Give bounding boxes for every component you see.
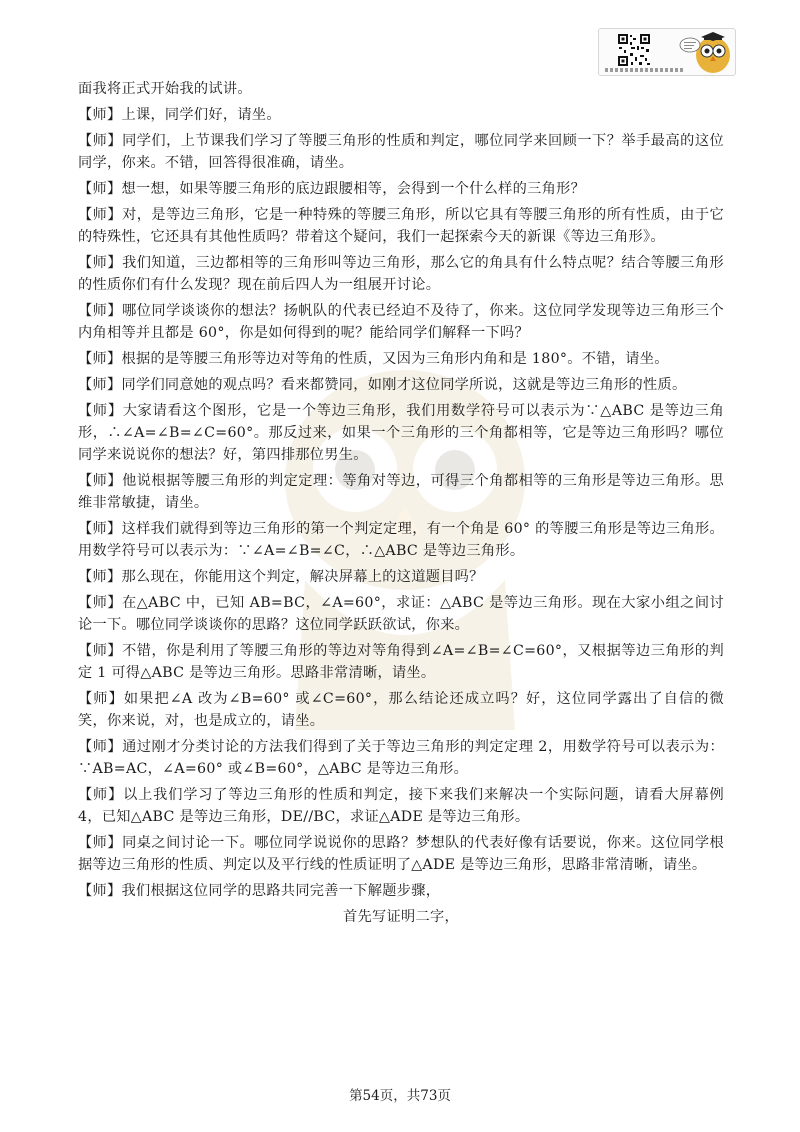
- speaker-tag: 【师】: [78, 351, 122, 367]
- dialogue-paragraph: [78, 880, 724, 902]
- paragraph-text: 通过刚才分类讨论的方法我们得到了关于等边三角形的判定定理 2，用数学符号可以表示为：∵AB=AC，∠A=60° 或∠B=60°，△ABC 是等边三角形。: [78, 739, 725, 777]
- speaker-tag: 【师】: [78, 883, 122, 899]
- dialogue-paragraph: [78, 252, 724, 296]
- dialogue-paragraph: [78, 518, 724, 562]
- speaker-tag: 【师】: [78, 521, 122, 537]
- header-logo-box: [598, 28, 736, 76]
- paragraph-text: 大家请看这个图形，它是一个等边三角形，我们用数学符号可以表示为∵△ABC 是等边三角形，∴∠A=∠B=∠C=60°。那反过来，如果一个三角形的三个角都相等，它是等边三角形吗？哪位同学来说说你的想法？好，第四排那位男生。: [78, 403, 724, 463]
- paragraph-text: 在△ABC 中，已知 AB=BC，∠A=60°，求证：△ABC 是等边三角形。现在大家小组之间讨论一下。哪位同学谈谈你的思路？这位同学跃跃欲试，你来。: [78, 595, 725, 633]
- dialogue-paragraph: [78, 130, 724, 174]
- dialogue-paragraph: [78, 204, 724, 248]
- owl-mascot-icon: [679, 31, 731, 75]
- paragraph-text: 哪位同学谈谈你的想法？扬帆队的代表已经迫不及待了，你来。这位同学发现等边三角形三个内角相等并且都是 60°，你是如何得到的呢？能给同学们解释一下吗？: [78, 303, 724, 341]
- dialogue-paragraph: [78, 400, 724, 466]
- speaker-tag: 【师】: [78, 107, 122, 123]
- paragraph-text: 以上我们学习了等边三角形的性质和判定，接下来我们来解决一个实际问题，请看大屏幕例 4，已知△ABC 是等边三角形，DE//BC，求证△ADE 是等边三角形。: [78, 787, 724, 825]
- speaker-tag: 【师】: [78, 569, 122, 585]
- speaker-tag: 【师】: [78, 643, 123, 659]
- speaker-tag: 【师】: [78, 181, 122, 197]
- speaker-tag: 【师】: [78, 303, 123, 319]
- paragraph-text: 上课，同学们好，请坐。: [121, 107, 281, 123]
- dialogue-paragraph: [78, 592, 724, 636]
- page-number-footer: 第54页，共73页: [349, 1088, 451, 1104]
- logo-caption-line: [605, 68, 685, 72]
- closing-line: 首先写证明二字，: [343, 909, 459, 925]
- paragraph-text: 同学们同意她的观点吗？看来都赞同，如刚才这位同学所说，这就是等边三角形的性质。: [121, 377, 687, 393]
- paragraph-text: 他说根据等腰三角形的判定定理：等角对等边，可得三个角都相等的三角形是等边三角形。思维非常敏捷，请坐。: [78, 473, 724, 511]
- speaker-tag: 【师】: [78, 739, 123, 755]
- speaker-tag: 【师】: [78, 255, 123, 271]
- qr-code-icon: [617, 33, 651, 67]
- lecture-script: [78, 78, 724, 932]
- dialogue-paragraph: [78, 470, 724, 514]
- paragraph-text: 如果把∠A 改为∠B=60° 或∠C=60°，那么结论还成立吗？好，这位同学露出了自信的微笑，你来说，对，也是成立的，请坐。: [78, 691, 724, 729]
- paragraph-text: 想一想，如果等腰三角形的底边跟腰相等，会得到一个什么样的三角形？: [121, 181, 586, 197]
- paragraph-text: 那么现在，你能用这个判定，解决屏幕上的这道题目吗？: [121, 569, 484, 585]
- speaker-tag: 【师】: [78, 691, 124, 707]
- dialogue-paragraph: [78, 566, 724, 588]
- dialogue-paragraph: [78, 374, 724, 396]
- dialogue-paragraph: [78, 736, 724, 780]
- paragraph-text: 不错，你是利用了等腰三角形的等边对等角得到∠A=∠B=∠C=60°，又根据等边三角形的判定 1 可得△ABC 是等边三角形。思路非常清晰，请坐。: [78, 643, 724, 681]
- dialogue-paragraph: [78, 104, 724, 126]
- dialogue-paragraph: [78, 832, 724, 876]
- speaker-tag: 【师】: [78, 835, 123, 851]
- paragraph-text: 同桌之间讨论一下。哪位同学说说你的思路？梦想队的代表好像有话要说，你来。这位同学根据等边三角形的性质、判定以及平行线的性质证明了△ADE 是等边三角形，思路非常清晰，请坐。: [78, 835, 724, 873]
- dialogue-paragraph: [78, 300, 724, 344]
- intro-line: 面我将正式开始我的试讲。: [78, 81, 252, 97]
- paragraph-text: 这样我们就得到等边三角形的第一个判定定理，有一个角是 60° 的等腰三角形是等边三角形。用数学符号可以表示为：∵∠A=∠B=∠C，∴△ABC 是等边三角形。: [78, 521, 724, 559]
- dialogue-paragraph: [78, 784, 724, 828]
- speaker-tag: 【师】: [78, 377, 122, 393]
- paragraph-text: 同学们，上节课我们学习了等腰三角形的性质和判定，哪位同学来回顾一下？举手最高的这位同学，你来。不错，回答得很准确，请坐。: [78, 133, 724, 171]
- paragraph-text: 我们知道，三边都相等的三角形叫等边三角形，那么它的角具有什么特点呢？结合等腰三角形的性质你们有什么发现？现在前后四人为一组展开讨论。: [78, 255, 724, 293]
- dialogue-paragraph: [78, 688, 724, 732]
- speaker-tag: 【师】: [78, 473, 123, 489]
- dialogue-paragraph: [78, 348, 724, 370]
- paragraph-text: 根据的是等腰三角形等边对等角的性质，又因为三角形内角和是 180°。不错，请坐。: [121, 351, 669, 367]
- speaker-tag: 【师】: [78, 595, 123, 611]
- dialogue-paragraphs: [78, 104, 724, 902]
- dialogue-paragraph: [78, 640, 724, 684]
- paragraph-text: 我们根据这位同学的思路共同完善一下解题步骤，: [121, 883, 441, 899]
- speaker-tag: 【师】: [78, 403, 123, 419]
- dialogue-paragraph: [78, 178, 724, 200]
- speaker-tag: 【师】: [78, 133, 123, 149]
- speaker-tag: 【师】: [78, 787, 124, 803]
- speaker-tag: 【师】: [78, 207, 123, 223]
- paragraph-text: 对，是等边三角形，它是一种特殊的等腰三角形，所以它具有等腰三角形的所有性质，由于它的特殊性，它还具有其他性质吗？带着这个疑问，我们一起探索今天的新课《等边三角形》。: [78, 207, 724, 245]
